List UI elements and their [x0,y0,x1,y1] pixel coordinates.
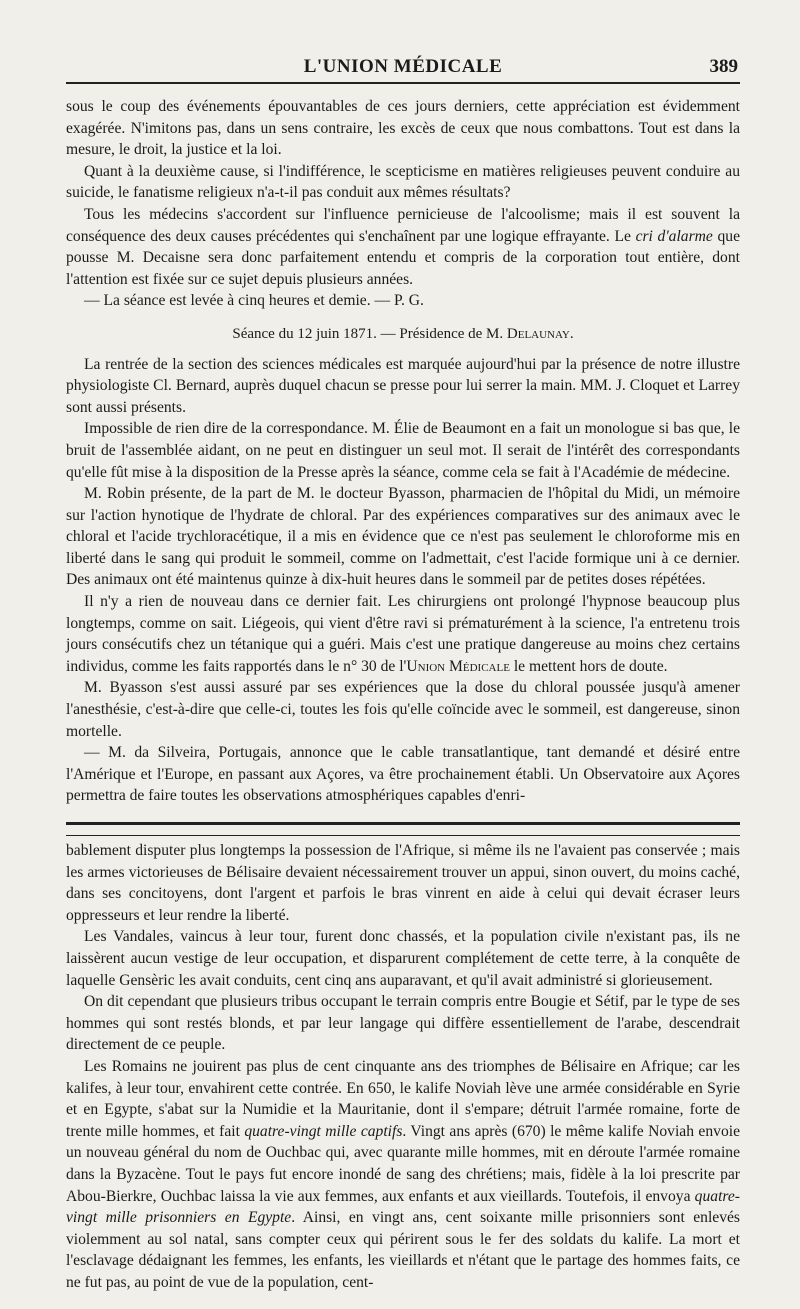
text-run: que pousse M. Decaisne sera donc parfaitement entendu et compris de la corporation tout entière, dont l'attention est fixée sur ce sujet depuis plusieurs années. [66,227,741,288]
paragraph: Quant à la deuxième cause, si l'indifférence, le scepticisme en matières religieuses peuvent conduire au suicide, le fanatisme religieux n'a-t-il pas conduit aux mêmes résultats? [66,162,740,202]
text-run: Les Romains ne jouirent pas plus de cent cinquante ans des triomphes de Bélisaire en Afrique; car les kalifes, à leur tour, envahirent cette contrée. En 650, le kalife Noviah lève une armée considérable en Syrie et en Egypte, s'abat sur la Numidie et la Mauritanie, dont il s'empare; détruit l'armée romaine, forte de trente mille hommes, et fait [66,1057,740,1140]
text-run: Il n'y a rien de nouveau dans ce dernier fait. Les chirurgiens ont prolongé l'hypnose beaucoup plus longtemps, comme on sait. Liégeois, qui vient d'être ravi si prématurément à la science, l'a entretenu trois jours consécutifs chez un tétanique qui a guéri. Mais c'est une pratique dangereuse au moins chez certains individus, comme les faits rapportés dans le n° 30 de l' [66,593,740,675]
paragraph: Impossible de rien dire de la correspondance. M. Élie de Beaumont en a fait un monologue si bas que, le bruit de l'assemblée aidant, on ne peut en distinguer un seul mot. Il serait de l'intérêt des correspondants qu'elle fût mise à la disposition de la Presse après la séance, comme cela se fait à l'Académie de médecine. [66,420,740,481]
paragraph: La rentrée de la section des sciences médicales est marquée aujourd'hui par la présence de notre illustre physiologiste Cl. Bernard, auprès duquel chacun se presse pour lui serrer la main. MM. J. Cloquet et Larrey sont aussi présents. [66,355,740,416]
paragraph [66,1056,740,1294]
paragraph: Les Vandales, vaincus à leur tour, furent donc chassés, et la population civile n'existant pas, ils ne laissèrent aucun vestige de leur occupation, et disparurent complétement de cette terre, à la conquête de laquelle Gensèric les avait conduits, cent cinq ans auparavant, et qu'il avait administré si glorieusement. [66,928,740,989]
text-run: . Ainsi, en vingt ans, cent soixante mille prisonniers sont enlevés violemment au sol natal, sans compter ceux qui périrent sous le fer des soldats du kalife. La mort et l'esclavage dédaignant les femmes, les enfants, les vieillards et n'étant que le partage des hommes faits, ce ne fut pas, au point de vue de la population, cent- [66,1209,740,1291]
page-number: 389 [709,56,738,77]
paragraph: — M. da Silveira, Portugais, annonce que le cable transatlantique, tant demandé et désiré entre l'Amérique et l'Europe, en passant aux Açores, va être prochainement établi. Un Observatoire aux Açores permettra de faire toutes les observations atmosphériques capables d'enri- [66,744,740,805]
journal-title: L'UNION MÉDICALE [303,56,503,77]
text-run: . Vingt ans après (670) le même kalife Noviah envoie un nouveau général du nom de Ouchbac qui, avec quarante mille hommes, mit en déroute l'armée romaine dans la Byzacène. Tout le pays fut encore inondé de sang des chrétiens; mais, fidèle à la loi prescrite par Abou-Bierkre, Ouchbac laissa la vie aux femmes, aux enfants et aux vieillards. Toutefois, il envoya [66,1122,740,1205]
feuilleton-separator [66,822,740,836]
text-run: Tous les médecins s'accordent sur l'influence pernicieuse de l'alcoolisme; mais il est souvent la conséquence des deux causes précédentes qui s'enchaînent par une logique effrayante. Le [66,205,740,245]
emphasis: quatre-vingt mille prisonniers en Egypte [66,1187,740,1227]
paragraph: sous le coup des événements épouvantables de ces jours derniers, cette appréciation est évidemment exagérée. N'imitons pas, dans un sens contraire, les excès de ceux que nous combattons. Tout est dans la mesure, le droit, la justice et la loi. [66,98,740,159]
emphasis: quatre-vingt mille captifs [244,1122,403,1140]
paragraph [66,591,740,677]
journal-name: Union Médicale [406,657,510,675]
paragraph [66,204,740,290]
emphasis: cri d'alarme [635,227,713,245]
paragraph: M. Byasson s'est aussi assuré par ses expériences que la dose du chloral poussée jusqu'à amener l'anesthésie, c'est-à-dire que celle-ci, toutes les fois qu'elle coïncide avec le sommeil, est dangereuse, sinon mortelle. [66,679,740,740]
upper-column [66,96,740,807]
paragraph: M. Robin présente, de la part de M. le docteur Byasson, pharmacien de l'hôpital du Midi, un mémoire sur l'action hynotique de l'hydrate de chloral. Par des expériences comparatives sur des animaux avec le chloral et l'acide trychloracétique, il a mis en évidence que ce n'est pas seulement le chloroforme mis en liberté dans le sang qui produit le sommeil, comme on l'admettait, c'est l'acide formique uni à ce dernier. Des animaux ont été maintenus quinze à dix-huit heures dans le sommeil par de petites doses répétées. [66,485,740,589]
paragraph: bablement disputer plus longtemps la possession de l'Afrique, si même ils ne l'avaient pas conservée ; mais les armes victorieuses de Bélisaire devaient nécessairement trouver un appui, sinon ouvert, du moins caché, dans ses concitoyens, dont l'argent et parfois le bras vinrent en aide à celui qui devait écraser leurs oppresseurs et leur rendre la liberté. [66,842,740,924]
president-name: Delaunay. [506,325,574,342]
paragraph: On dit cependant que plusieurs tribus occupant le terrain compris entre Bougie et Sétif, par le type de ses hommes qui sont restés blonds, et par leur langage qui diffère essentiellement de l'arabe, descendrait directement de ce peuple. [66,993,740,1054]
feuilleton-column [66,840,740,1293]
session-heading [66,324,740,346]
session-date: Séance du 12 juin 1871. — Présidence de M. [232,325,507,342]
text-run: le mettent hors de doute. [509,657,668,675]
closing-line: — La séance est levée à cinq heures et demie. — P. G. [84,292,424,310]
running-header [66,50,740,84]
